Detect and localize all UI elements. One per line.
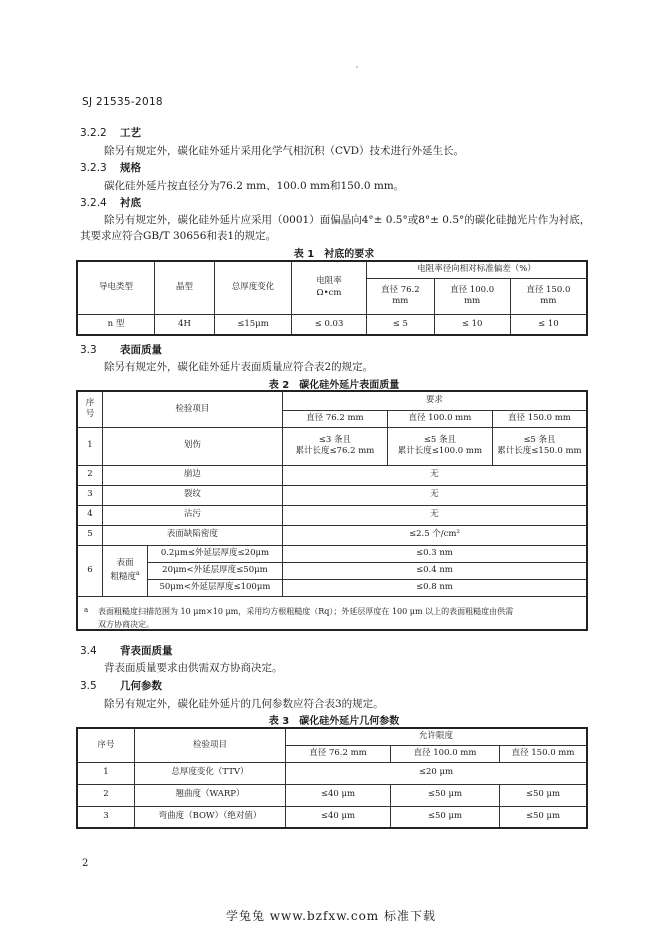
line: 累计长度≤76.2 mm (295, 446, 375, 456)
line: ≤5 条且 (423, 434, 456, 445)
cell: 总厚度变化（TTV） (135, 762, 286, 784)
table3 (76, 727, 588, 829)
cell (387, 427, 492, 465)
section-3-3-text: 除另有规定外，碳化硅外延片表面质量应符合表2的规定。 (104, 361, 374, 373)
table-row (77, 314, 587, 335)
section-number: 3.2.2 (80, 127, 107, 139)
section-title: 工艺 (120, 127, 141, 139)
section-number: 3.5 (80, 680, 97, 692)
table1-header-type: 导电类型 (77, 261, 155, 314)
unit: mm (392, 296, 409, 306)
line: ≤3 条且 (318, 434, 351, 445)
cell: ≤15μm (215, 314, 292, 335)
label: 序 (85, 397, 95, 408)
table1-header-resistivity-unit: Ω•cm (316, 287, 342, 298)
table2-header-d150: 直径 150.0 mm (492, 410, 587, 427)
section-3-4-text: 背表面质量要求由供需双方协商决定。 (104, 662, 283, 674)
table1-caption: 表 1 衬底的要求 (293, 249, 375, 260)
cell: 无 (282, 505, 587, 525)
table-row (77, 579, 587, 596)
cell (103, 545, 148, 596)
table-row (77, 465, 587, 485)
cell: 无 (282, 485, 587, 505)
section-3-2-2-text: 除另有规定外，碳化硅外延片采用化学气相沉积（CVD）技术进行外延生长。 (104, 145, 465, 157)
section-title: 几何参数 (120, 680, 162, 692)
line: 累计长度≤150.0 mm (497, 446, 582, 456)
section-3-2-4-text-line2: 其要求应符合GB/T 30656和表1的规定。 (80, 230, 277, 242)
table2-header-d76: 直径 76.2 mm (282, 410, 387, 427)
table-row (77, 545, 587, 562)
cell: ≤50 μm (500, 784, 588, 806)
cell: 6 (77, 545, 103, 596)
cell: 裂纹 (103, 485, 283, 505)
line: ≤5 条且 (523, 434, 556, 445)
watermark-footer: 学兔兔 www.bzfxw.com 标准下载 (225, 909, 437, 923)
cell: ≤50 μm (391, 784, 500, 806)
cell: ≤50 μm (500, 806, 588, 828)
note-line1: 表面粗糙度扫描范围为 10 μm×10 μm，采用均方根粗糙度（Rq）；外延层厚度在 100 μm 以上的表面粗糙度由供需 (98, 607, 514, 616)
cell: 沾污 (103, 505, 283, 525)
cell: ≤ 0.03 (292, 314, 367, 335)
section-title: 规格 (120, 162, 141, 174)
table2-header-d100: 直径 100.0 mm (387, 410, 492, 427)
cell: 2 (77, 465, 103, 485)
cell: 3 (77, 485, 103, 505)
table-row (77, 784, 587, 806)
table-row (77, 427, 587, 465)
table1-header-crystal: 晶型 (155, 261, 215, 314)
table3-header-seq: 序号 (77, 728, 135, 762)
table3-header-d76: 直径 76.2 mm (286, 745, 391, 762)
table3-header-d100: 直径 100.0 mm (391, 745, 500, 762)
section-title: 背表面质量 (120, 645, 173, 657)
cell: 无 (282, 465, 587, 485)
section-number: 3.2.3 (80, 162, 107, 174)
line: 粗糙度$^a$ (110, 569, 140, 582)
table1 (76, 260, 588, 336)
cell: 划伤 (103, 427, 283, 465)
table-row (77, 806, 587, 828)
cell: 3 (77, 806, 135, 828)
table-row (77, 505, 587, 525)
table1-header-deviation: 电阻率径向相对标准偏差（%） (367, 261, 588, 278)
cell: 50μm<外延层厚度≤100μm (148, 579, 283, 596)
table1-header-d150 (510, 278, 587, 314)
cell: ≤50 μm (391, 806, 500, 828)
cell: 2 (77, 784, 135, 806)
cell: ≤0.8 nm (282, 579, 587, 596)
table2 (76, 390, 588, 631)
cell: ≤0.3 nm (282, 545, 587, 562)
cell (492, 427, 587, 465)
section-3-5-text: 除另有规定外，碳化硅外延片的几何参数应符合表3的规定。 (104, 698, 384, 710)
cell: ≤20 μm (286, 762, 588, 784)
table-row (77, 525, 587, 545)
label: 直径 100.0 (450, 284, 495, 295)
section-3-2-2-heading (80, 125, 141, 140)
line: 表面 (116, 558, 134, 569)
cell: n 型 (77, 314, 155, 335)
section-3-2-4-text-line1: 除另有规定外，碳化硅外延片应采用（0001）面偏晶向4°± 0.5°或8°± 0.5°的碳化硅抛光片作为衬底， (104, 214, 591, 226)
table1-header-resistivity (292, 261, 367, 314)
table-row (77, 762, 587, 784)
footnote-mark: a (84, 606, 89, 614)
cell: 1 (77, 427, 103, 465)
section-3-2-3-heading (80, 160, 141, 175)
cell: 0.2μm≤外延层厚度≤20μm (148, 545, 283, 562)
label: 号 (85, 409, 95, 420)
table1-header-resistivity-label: 电阻率 (316, 276, 342, 287)
note-line2: 双方协商决定。 (98, 619, 154, 629)
text: 粗糙度 (110, 571, 136, 582)
cell: ≤ 10 (510, 314, 587, 335)
cell: 崩边 (103, 465, 283, 485)
label: 直径 150.0 (526, 284, 571, 295)
cell: ≤ 10 (434, 314, 510, 335)
table1-header-d100 (434, 278, 510, 314)
line: 累计长度≤100.0 mm (397, 446, 483, 456)
section-3-3-heading (80, 342, 162, 357)
cell: 4 (77, 505, 103, 525)
scan-dot (356, 66, 358, 68)
section-3-2-3-text: 碳化硅外延片按直径分为76.2 mm、100.0 mm和150.0 mm。 (104, 180, 405, 192)
standard-number: SJ 21535-2018 (82, 96, 163, 108)
cell: 表面缺陷密度 (103, 525, 283, 545)
table-row (77, 485, 587, 505)
section-3-2-4-heading (80, 195, 141, 210)
table3-header-allow: 允许限度 (286, 728, 588, 745)
unit: mm (540, 296, 557, 306)
cell: ≤2.5 个/cm² (282, 525, 587, 545)
cell: 弯曲度（BOW）（绝对值） (135, 806, 286, 828)
cell: 4H (155, 314, 215, 335)
table1-header-ttv: 总厚度变化 (215, 261, 292, 314)
table2-header-seq (77, 391, 103, 427)
table2-note (98, 606, 588, 632)
unit: mm (464, 296, 481, 306)
section-number: 3.3 (80, 344, 97, 356)
cell: 1 (77, 762, 135, 784)
cell (282, 427, 387, 465)
table-row (77, 562, 587, 579)
page-number: 2 (82, 858, 89, 869)
table3-header-d150: 直径 150.0 mm (500, 745, 588, 762)
table3-header-item: 检验项目 (135, 728, 286, 762)
table2-header-req: 要求 (282, 391, 587, 410)
section-title: 衬底 (120, 197, 141, 209)
cell: ≤0.4 nm (282, 562, 587, 579)
cell: ≤ 5 (367, 314, 435, 335)
section-number: 3.4 (80, 645, 97, 657)
cell: ≤40 μm (286, 806, 391, 828)
section-title: 表面质量 (120, 344, 162, 356)
cell: 20μm<外延层厚度≤50μm (148, 562, 283, 579)
table3-caption: 表 3 碳化硅外延片几何参数 (268, 716, 400, 727)
table2-header-item: 检验项目 (103, 391, 283, 427)
cell: ≤40 μm (286, 784, 391, 806)
cell: 5 (77, 525, 103, 545)
section-number: 3.2.4 (80, 197, 107, 209)
label: 直径 76.2 (381, 284, 420, 295)
section-3-5-heading (80, 678, 162, 693)
section-3-4-heading (80, 643, 173, 658)
table2-caption: 表 2 碳化硅外延片表面质量 (268, 380, 400, 391)
table1-header-d76 (367, 278, 435, 314)
cell: 翘曲度（WARP） (135, 784, 286, 806)
